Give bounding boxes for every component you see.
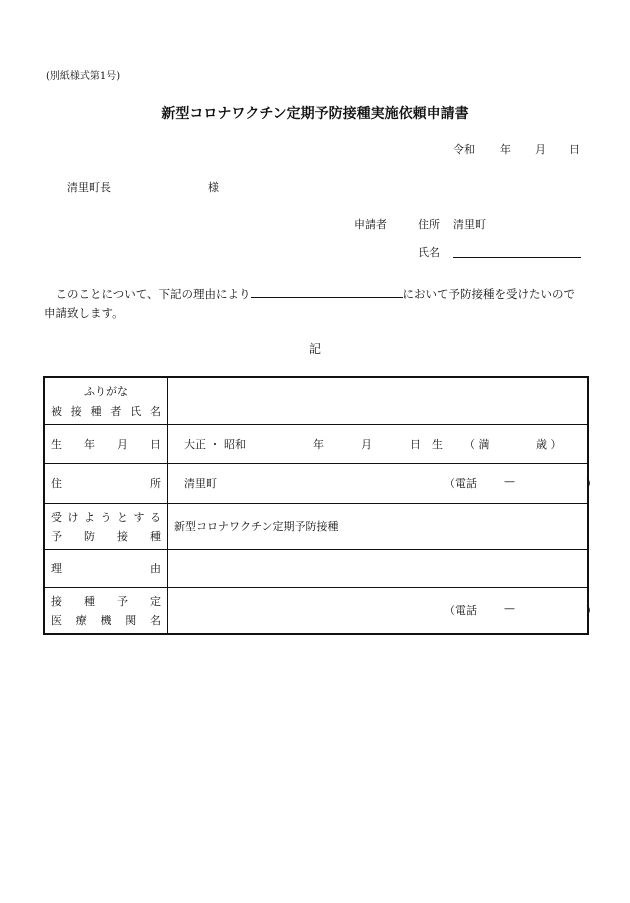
label-char: 種 [150,529,161,543]
clinic-label-line2 [51,612,161,628]
label-char: う [100,510,112,524]
row-reason [44,549,588,587]
applicant-label: 申請者 [354,218,387,231]
date-month-label: 月 [535,143,546,156]
applicant-name-field[interactable] [453,257,581,258]
address-label-cell [44,463,168,503]
label-char: 月 [117,437,128,451]
name-label [51,403,161,419]
date-era: 令和 [453,143,475,156]
clinic-phone-label: （電話 [444,604,477,618]
address-phone-close: ） [586,477,597,490]
label-char: 予 [51,529,62,543]
row-birthdate [44,424,588,463]
vaccine-label-line2 [51,528,161,544]
date-year-label: 年 [500,143,511,156]
label-char: 名 [149,404,161,418]
reason-value-field[interactable] [168,549,589,587]
birth-value-field[interactable] [168,424,589,463]
vaccine-label-cell [44,503,168,549]
address-phone-dash: — [504,475,515,488]
label-char: 接 [70,404,82,418]
vaccine-value: 新型コロナワクチン定期予防接種 [168,503,589,549]
applicant-address-value: 清里町 [453,218,486,231]
label-char: す [133,510,145,524]
label-char: 年 [84,437,95,451]
application-table [43,376,597,635]
label-char: 療 [75,613,87,627]
furigana-label: ふりがな [84,384,128,398]
birth-label [51,436,161,452]
name-value-field[interactable] [168,377,589,424]
applicant-address-label: 住所 [418,218,440,231]
label-char: 定 [150,594,161,608]
label-char: 機 [100,613,112,627]
location-blank-field[interactable] [251,285,403,298]
birth-born-label: 生 [432,437,443,451]
addressee-name: 清里町長 [67,181,111,194]
address-phone-label: （電話 [444,477,477,490]
label-char: よ [84,510,95,524]
vaccine-label-line1 [51,509,161,525]
label-char: 理 [51,562,62,575]
clinic-value-field[interactable] [168,587,597,634]
address-value-field[interactable] [168,463,597,503]
label-char: 被 [51,404,62,418]
label-char: 生 [51,437,62,451]
reason-label [51,560,161,576]
label-char: 予 [117,594,128,608]
request-text-before: このことについて、下記の理由により [55,287,251,301]
clinic-label-line1 [51,593,161,609]
address-label [51,475,161,491]
clinic-label-cell [44,587,168,634]
page-title: 新型コロナワクチン定期予防接種実施依頼申請書 [161,106,469,122]
row-vaccine [44,503,588,549]
birth-month-label: 月 [361,437,372,451]
label-char: る [150,510,161,524]
request-text [44,285,575,323]
label-char: 接 [117,529,128,543]
row-address [44,463,588,503]
request-text-after: において予防接種を受けたいので [402,287,576,301]
label-char: け [67,510,79,524]
label-char: 所 [150,477,161,490]
age-open-label: （ 満 [464,437,490,451]
label-char: 医 [51,613,62,627]
birth-year-label: 年 [313,437,324,451]
birth-day-label: 日 [410,437,421,451]
label-char: 住 [51,477,62,490]
label-char: 名 [150,613,161,627]
ki-heading: 記 [308,342,321,356]
row-clinic [44,587,588,634]
clinic-phone-close: ） [586,604,597,618]
clinic-value [184,602,597,618]
address-town: 清里町 [184,477,217,490]
addressee-honorific: 様 [208,181,219,194]
label-char: 種 [84,594,95,608]
label-char: 種 [90,404,102,418]
label-char: 受 [51,510,62,524]
request-text-line2: 申請致します。 [44,306,124,320]
label-char: と [117,510,128,524]
form-number: (別紙様式第1号) [46,71,121,82]
label-char: 由 [150,562,161,575]
name-label-cell [44,377,168,424]
birth-label-cell [44,424,168,463]
label-char: 日 [150,437,161,451]
label-char: 関 [125,613,137,627]
reason-label-cell [44,549,168,587]
label-char: 接 [51,594,62,608]
label-char: 氏 [130,404,142,418]
birth-era-options: 大正 ・ 昭和 [184,437,246,451]
clinic-phone-dash: — [504,602,515,616]
birth-value [184,436,571,452]
date-day-label: 日 [569,143,580,156]
address-value [184,475,597,491]
row-name [44,377,588,424]
label-char: 防 [84,529,95,543]
label-char: 者 [110,404,122,418]
age-unit-label: 歳 ） [536,437,562,451]
applicant-name-label: 氏名 [418,246,440,259]
